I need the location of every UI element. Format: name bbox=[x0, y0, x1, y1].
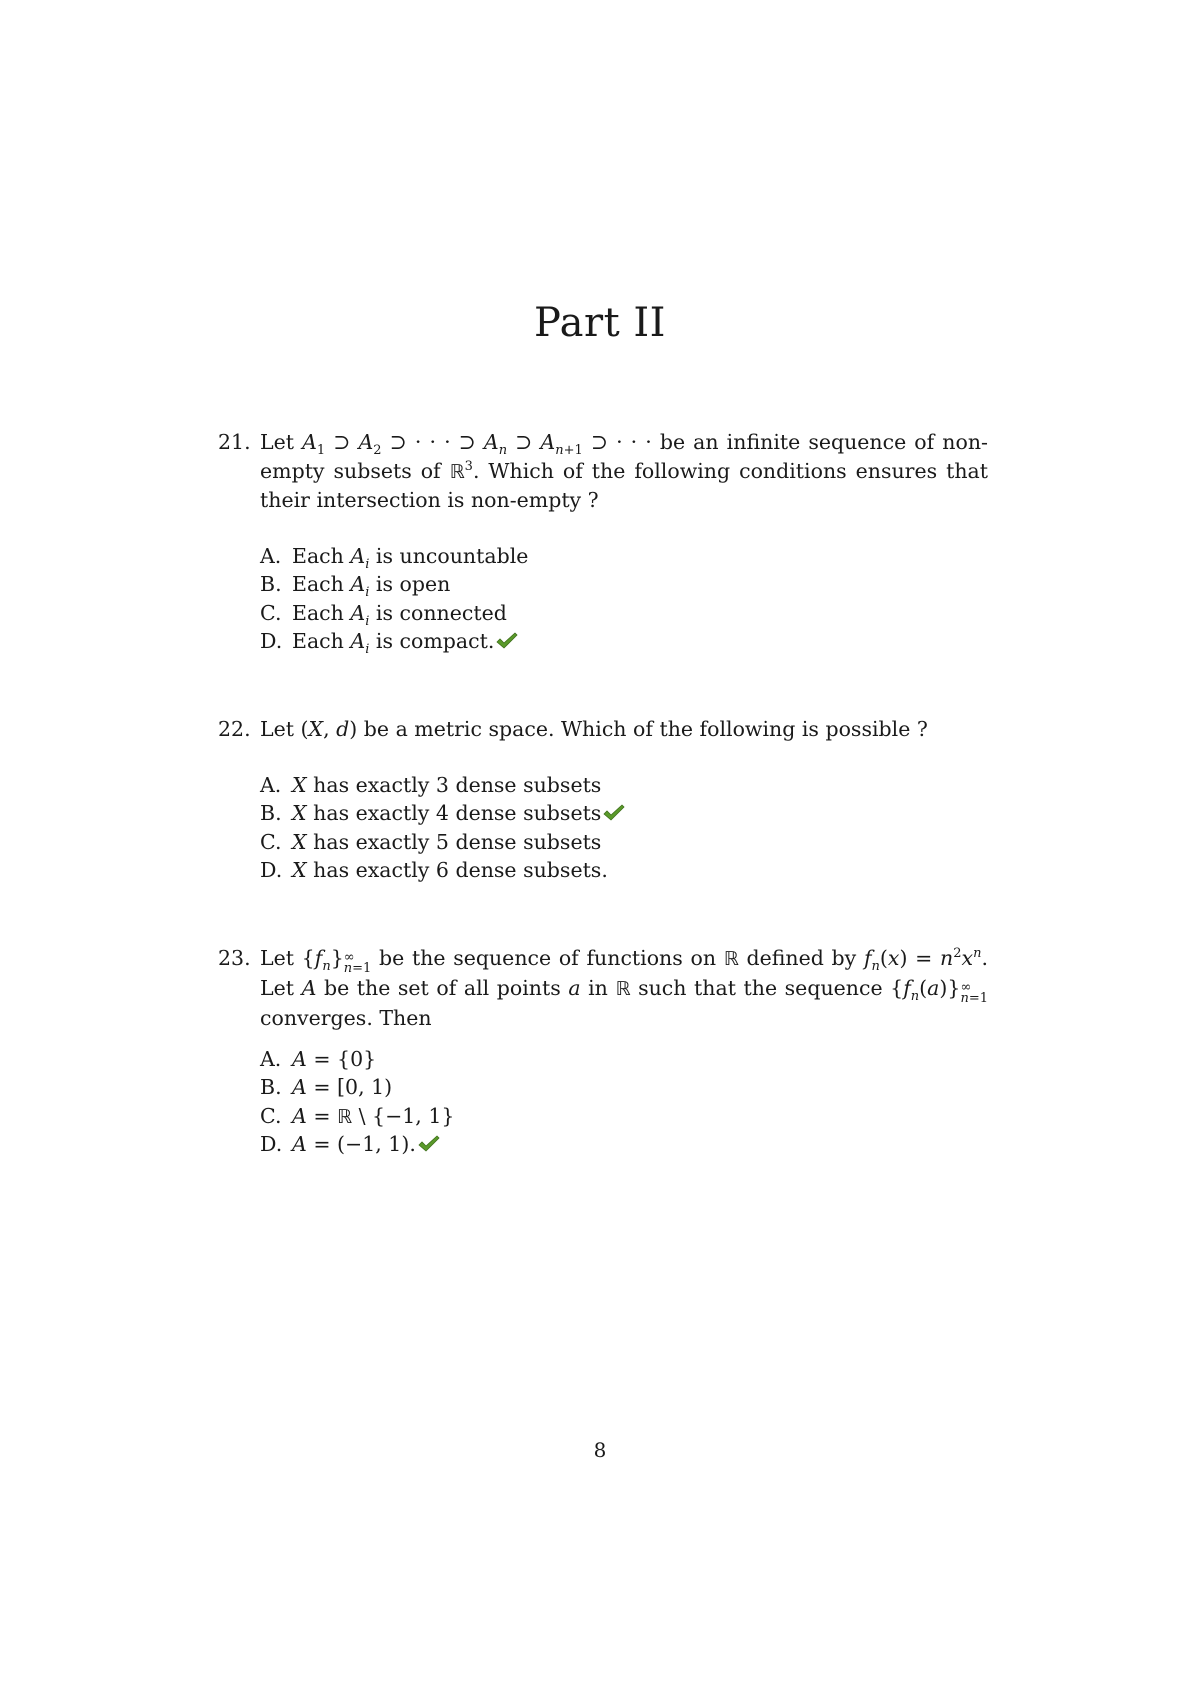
question-stem: Let (X, d) be a metric space. Which of the following is possible ? bbox=[260, 717, 928, 741]
option-a[interactable]: A. Each $A_i$ is uncountable bbox=[260, 543, 529, 572]
option-c[interactable]: C. X has exactly 5 dense subsets bbox=[260, 829, 602, 854]
option-d[interactable]: D. Each $A_i$ is compact. bbox=[260, 627, 988, 656]
question-22 bbox=[218, 715, 988, 885]
question-stem: Let $A_1$ ⊃ $A_2$ ⊃ · · · ⊃ $A_n$ ⊃ $A_{n+1}$ ⊃ · · · be an infinite sequence of non-empty subsets of ℝ$^3$. Which of the following conditions ensures that their intersection is non-empty ? bbox=[260, 430, 989, 512]
question-stem: Let $\{f_n\}$ ∞ n=1 be the sequence of functions on ℝ defined by $f_n(x) = n^2x^n$. Let A be the set of all points a in ℝ such that the sequence $\{f_n(a)\}$ ∞ n=1 converges. Then bbox=[260, 946, 988, 1030]
question-number: 23. bbox=[218, 946, 251, 970]
option-a[interactable]: A. X has exactly 3 dense subsets bbox=[260, 772, 602, 797]
question-number: 22. bbox=[218, 717, 251, 741]
checkmark-icon bbox=[417, 1134, 441, 1154]
checkmark-icon bbox=[602, 803, 626, 823]
option-d[interactable]: D. A = (−1, 1). bbox=[260, 1130, 988, 1159]
options-list bbox=[260, 771, 988, 885]
option-a[interactable]: A. A = {0} bbox=[260, 1046, 377, 1071]
question-21 bbox=[218, 428, 988, 656]
part-title: Part II bbox=[534, 300, 666, 346]
question-number: 21. bbox=[218, 430, 251, 454]
option-b[interactable]: B. X has exactly 4 dense subsets bbox=[260, 799, 988, 828]
page-number: 8 bbox=[593, 1438, 607, 1462]
checkmark-icon bbox=[495, 631, 519, 651]
option-b[interactable]: B. Each $A_i$ is open bbox=[260, 572, 451, 600]
option-c[interactable]: C. A = ℝ \ {−1, 1} bbox=[260, 1103, 455, 1128]
question-23 bbox=[218, 944, 988, 1159]
options-list bbox=[260, 1045, 988, 1159]
option-b[interactable]: B. A = [0, 1) bbox=[260, 1075, 393, 1099]
option-c[interactable]: C. Each $A_i$ is connected bbox=[260, 600, 507, 629]
option-d[interactable]: D. X has exactly 6 dense subsets. bbox=[260, 858, 608, 882]
options-list bbox=[260, 542, 988, 656]
